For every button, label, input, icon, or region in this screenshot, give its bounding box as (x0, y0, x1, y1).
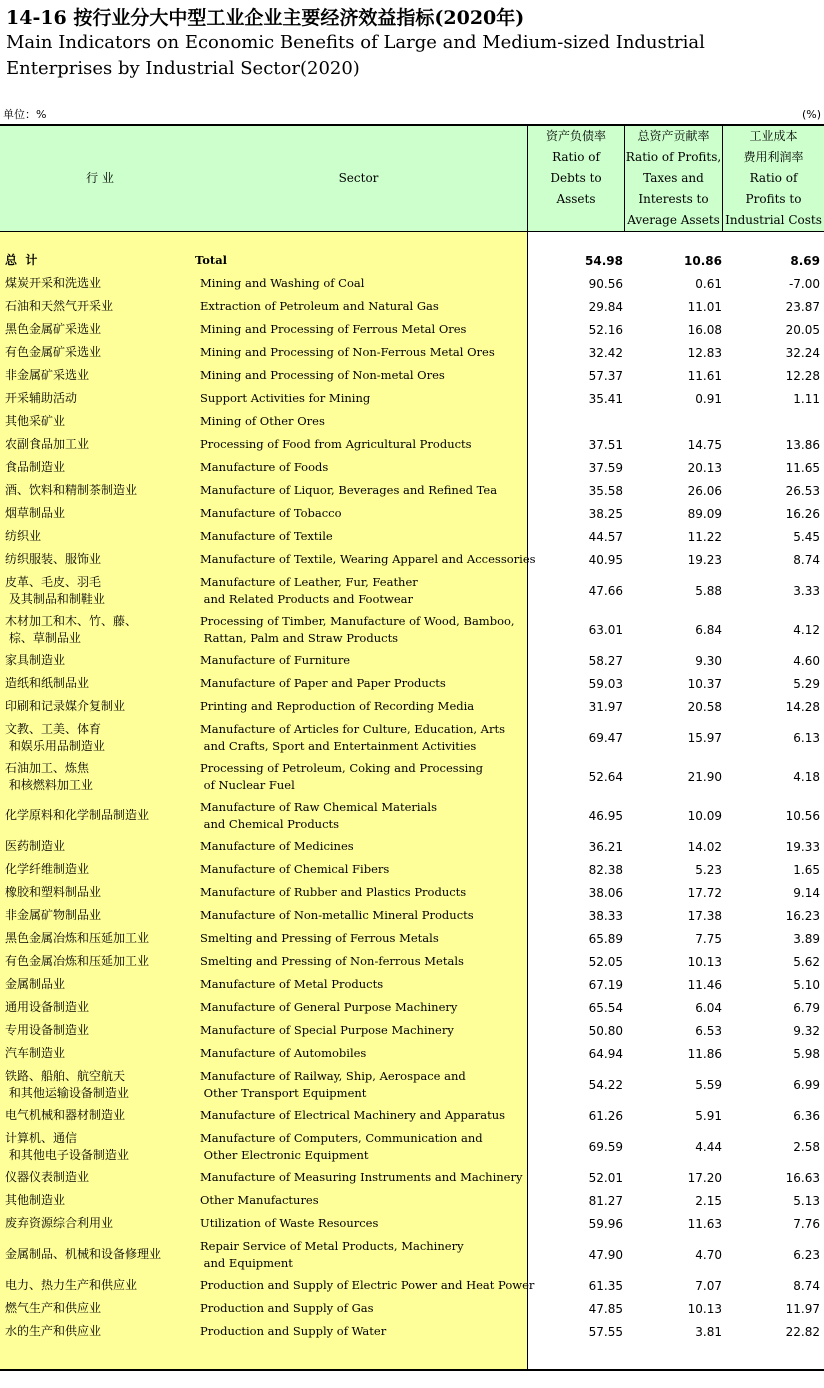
table-row (0, 1127, 824, 1166)
sector-en: Printing and Reproduction of Recording Media (200, 699, 475, 713)
value-debts-ratio: 57.37 (588, 368, 623, 383)
sector-cn: 水的生产和供应业 (5, 1324, 102, 1338)
value-debts-ratio: 90.56 (588, 276, 623, 291)
sector-cn: 电气机械和器材制造业 (5, 1108, 126, 1122)
header-col3-cn2: 费用利润率 (743, 150, 804, 164)
value-profits-assets: 12.83 (687, 345, 722, 360)
header-col3-cn: 工业成本 (749, 129, 798, 143)
header-col1-cn: 资产负债率 (545, 129, 606, 143)
value-debts-ratio: 61.35 (588, 1278, 623, 1293)
value-profits-assets: 11.22 (687, 529, 722, 544)
value-profits-costs: 9.14 (793, 885, 820, 900)
value-profits-costs: 5.13 (793, 1193, 820, 1208)
value-profits-assets: 9.30 (695, 653, 722, 668)
value-profits-assets: 17.72 (687, 885, 722, 900)
sector-cn: 纺织服装、服饰业 (5, 552, 102, 566)
value-profits-costs: 16.63 (785, 1170, 820, 1185)
value-debts-ratio: 69.47 (588, 730, 623, 745)
sector-cn: 仪器仪表制造业 (5, 1170, 90, 1184)
sector-en: Processing of Timber, Manufacture of Wood, Bamboo, Rattan, Palm and Straw Products (200, 613, 515, 645)
value-profits-costs: 11.97 (785, 1301, 820, 1316)
header-col1-en1: Ratio of (552, 150, 600, 164)
value-profits-assets: 4.44 (695, 1139, 722, 1154)
value-debts-ratio: 38.33 (588, 908, 623, 923)
value-debts-ratio: 52.64 (588, 769, 623, 784)
sector-cn: 橡胶和塑料制品业 (5, 885, 102, 899)
value-debts-ratio: 81.27 (588, 1193, 623, 1208)
value-profits-assets: 14.75 (687, 437, 722, 452)
table-row (0, 571, 824, 610)
value-debts-ratio: 47.90 (588, 1247, 623, 1262)
sector-en: Support Activities for Mining (200, 391, 371, 405)
value-profits-assets: 0.91 (695, 391, 722, 406)
value-profits-assets: 11.61 (687, 368, 722, 383)
table-row (0, 718, 824, 757)
table-row (0, 548, 824, 571)
value-debts-ratio: 35.41 (588, 391, 623, 406)
value-profits-assets: 3.81 (695, 1324, 722, 1339)
value-debts-ratio: 47.66 (588, 583, 623, 598)
value-debts-ratio: 63.01 (588, 622, 623, 637)
sector-en: Manufacture of Computers, Communication and Other Electronic Equipment (200, 1130, 483, 1162)
sector-en: Manufacture of Automobiles (200, 1046, 367, 1060)
table-row (0, 1320, 824, 1343)
value-profits-costs: 16.26 (785, 506, 820, 521)
value-debts-ratio: 35.58 (588, 483, 623, 498)
table-row (0, 1104, 824, 1127)
table-row (0, 1212, 824, 1235)
sector-cn: 非金属矿采选业 (5, 368, 90, 382)
header-divider (624, 126, 625, 231)
data-table (0, 124, 824, 1371)
value-profits-costs: 6.36 (793, 1108, 820, 1123)
header-col1-en2: Debts to (550, 171, 602, 185)
header-divider (527, 126, 528, 231)
sector-en: Mining and Processing of Ferrous Metal Ores (200, 322, 467, 336)
sector-cn: 家具制造业 (5, 653, 66, 667)
sector-en: Repair Service of Metal Products, Machinery and Equipment (200, 1238, 464, 1270)
value-profits-costs: 1.65 (793, 862, 820, 877)
sector-cn: 纺织业 (5, 529, 42, 543)
table-row (0, 272, 824, 295)
value-profits-assets: 10.86 (684, 253, 722, 268)
value-debts-ratio: 38.25 (588, 506, 623, 521)
header-col3-en3: Industrial Costs (725, 213, 822, 227)
header-col-profits-assets (625, 126, 722, 231)
header-col1-en3: Assets (556, 192, 596, 206)
sector-en: Manufacture of Electrical Machinery and Apparatus (200, 1108, 506, 1122)
header-col2-en2: Taxes and (643, 171, 704, 185)
table-row (0, 610, 824, 649)
value-debts-ratio: 50.80 (588, 1023, 623, 1038)
table-row (0, 318, 824, 341)
table-row (0, 1297, 824, 1320)
value-profits-assets: 20.13 (687, 460, 722, 475)
value-profits-costs: 9.32 (793, 1023, 820, 1038)
sector-cn: 电力、热力生产和供应业 (5, 1278, 138, 1292)
value-profits-costs: 22.82 (785, 1324, 820, 1339)
table-row (0, 835, 824, 858)
value-profits-costs: 1.11 (793, 391, 820, 406)
sector-en: Mining and Processing of Non-Ferrous Metal Ores (200, 345, 495, 359)
value-profits-costs: 4.18 (793, 769, 820, 784)
sector-en: Utilization of Waste Resources (200, 1216, 379, 1230)
value-debts-ratio: 29.84 (588, 299, 623, 314)
table-row (0, 525, 824, 548)
sector-cn: 木材加工和木、竹、藤、 棕、草制品业 (5, 613, 138, 645)
value-debts-ratio: 82.38 (588, 862, 623, 877)
value-profits-assets: 26.06 (687, 483, 722, 498)
sector-en: Production and Supply of Electric Power and Heat Power (200, 1278, 535, 1292)
value-debts-ratio: 52.05 (588, 954, 623, 969)
value-profits-assets: 14.02 (687, 839, 722, 854)
value-profits-assets: 21.90 (687, 769, 722, 784)
sector-en: Manufacture of Chemical Fibers (200, 862, 390, 876)
sector-en: Smelting and Pressing of Non-ferrous Metals (200, 954, 464, 968)
sector-en: Manufacture of Textile (200, 529, 333, 543)
value-debts-ratio: 47.85 (588, 1301, 623, 1316)
sector-cn: 总 计 (5, 253, 38, 267)
value-profits-assets (625, 410, 722, 433)
value-debts-ratio: 52.01 (588, 1170, 623, 1185)
sector-en: Manufacture of Metal Products (200, 977, 384, 991)
sector-cn: 黑色金属冶炼和压延加工业 (5, 931, 150, 945)
value-debts-ratio: 69.59 (588, 1139, 623, 1154)
value-debts-ratio: 58.27 (588, 653, 623, 668)
sector-cn: 食品制造业 (5, 460, 66, 474)
value-debts-ratio: 37.51 (588, 437, 623, 452)
sector-cn: 酒、饮料和精制茶制造业 (5, 483, 138, 497)
value-profits-costs: 14.28 (785, 699, 820, 714)
value-debts-ratio: 57.55 (588, 1324, 623, 1339)
sector-cn: 铁路、船舶、航空航天 和其他运输设备制造业 (5, 1068, 129, 1100)
value-debts-ratio: 64.94 (588, 1046, 623, 1061)
table-row (0, 757, 824, 796)
value-profits-assets: 6.53 (695, 1023, 722, 1038)
value-debts-ratio: 54.22 (588, 1077, 623, 1092)
sector-en: Mining of Other Ores (200, 414, 325, 428)
value-debts-ratio: 54.98 (585, 253, 623, 268)
unit-label: 单位：% (3, 108, 47, 121)
value-profits-assets: 5.23 (695, 862, 722, 877)
sector-cn: 废弃资源综合利用业 (5, 1216, 114, 1230)
value-profits-costs: 10.56 (785, 808, 820, 823)
header-col2-en4: Average Assets (627, 213, 720, 227)
value-profits-costs: 4.12 (793, 622, 820, 637)
table-row (0, 950, 824, 973)
table-row (0, 295, 824, 318)
value-profits-costs: 16.23 (785, 908, 820, 923)
table-row (0, 341, 824, 364)
sector-cn: 皮革、毛皮、羽毛 及其制品和制鞋业 (5, 574, 105, 606)
table-row (0, 1189, 824, 1212)
sector-cn: 汽车制造业 (5, 1046, 66, 1060)
value-profits-assets: 7.07 (695, 1278, 722, 1293)
table-row (0, 881, 824, 904)
value-profits-costs: 8.74 (793, 552, 820, 567)
value-profits-costs: 6.13 (793, 730, 820, 745)
value-debts-ratio: 40.95 (588, 552, 623, 567)
table-row (0, 1274, 824, 1297)
sector-en: Production and Supply of Gas (200, 1301, 374, 1315)
unit-row (3, 108, 821, 122)
table-row (0, 672, 824, 695)
table-row (0, 649, 824, 672)
value-profits-costs: 13.86 (785, 437, 820, 452)
table-row (0, 479, 824, 502)
value-debts-ratio: 32.42 (588, 345, 623, 360)
value-profits-assets: 11.01 (687, 299, 722, 314)
sector-cn: 开采辅助活动 (5, 391, 78, 405)
sector-cn: 燃气生产和供应业 (5, 1301, 102, 1315)
value-debts-ratio: 38.06 (588, 885, 623, 900)
sector-cn: 有色金属矿采选业 (5, 345, 102, 359)
sector-en: Manufacture of Non-metallic Mineral Products (200, 908, 474, 922)
sector-en: Mining and Washing of Coal (200, 276, 365, 290)
sector-cn: 非金属矿物制品业 (5, 908, 102, 922)
sector-cn: 通用设备制造业 (5, 1000, 90, 1014)
value-profits-assets: 11.63 (687, 1216, 722, 1231)
value-profits-costs: 12.28 (785, 368, 820, 383)
sector-en: Processing of Petroleum, Coking and Processing of Nuclear Fuel (200, 760, 484, 792)
value-debts-ratio: 59.03 (588, 676, 623, 691)
value-profits-costs: 6.99 (793, 1077, 820, 1092)
value-profits-assets: 19.23 (687, 552, 722, 567)
value-profits-assets: 17.20 (687, 1170, 722, 1185)
value-profits-costs: 23.87 (785, 299, 820, 314)
value-profits-costs: 3.33 (793, 583, 820, 598)
value-debts-ratio: 61.26 (588, 1108, 623, 1123)
sector-cn: 化学原料和化学制品制造业 (5, 808, 150, 822)
value-profits-assets: 15.97 (687, 730, 722, 745)
value-debts-ratio: 31.97 (588, 699, 623, 714)
table-row (0, 927, 824, 950)
sector-en: Manufacture of Special Purpose Machinery (200, 1023, 454, 1037)
value-profits-assets: 2.15 (695, 1193, 722, 1208)
value-profits-costs (723, 410, 820, 433)
sector-en: Manufacture of Liquor, Beverages and Refined Tea (200, 483, 498, 497)
value-profits-assets: 10.13 (687, 1301, 722, 1316)
sector-cn: 烟草制品业 (5, 506, 66, 520)
value-profits-assets: 6.84 (695, 622, 722, 637)
table-row-total (0, 249, 824, 272)
value-profits-costs: 7.76 (793, 1216, 820, 1231)
sector-cn: 其他制造业 (5, 1193, 66, 1207)
value-profits-assets: 4.70 (695, 1247, 722, 1262)
sector-cn: 化学纤维制造业 (5, 862, 90, 876)
value-debts-ratio: 36.21 (588, 839, 623, 854)
value-profits-costs: 6.23 (793, 1247, 820, 1262)
value-profits-costs: 5.98 (793, 1046, 820, 1061)
header-col-profits-costs (723, 126, 824, 231)
header-col2-cn: 总资产贡献率 (637, 129, 710, 143)
sector-cn: 黑色金属矿采选业 (5, 322, 102, 336)
header-sector-en: Sector (338, 171, 379, 185)
table-row (0, 1166, 824, 1189)
value-profits-costs: 32.24 (785, 345, 820, 360)
value-debts-ratio: 44.57 (588, 529, 623, 544)
value-profits-costs: 6.79 (793, 1000, 820, 1015)
value-profits-costs: 3.89 (793, 931, 820, 946)
sector-cn: 农副食品加工业 (5, 437, 90, 451)
value-profits-assets: 10.13 (687, 954, 722, 969)
header-col-debts-ratio (528, 126, 624, 231)
value-profits-costs: 5.62 (793, 954, 820, 969)
value-profits-costs: 5.10 (793, 977, 820, 992)
table-row (0, 904, 824, 927)
value-debts-ratio (528, 410, 623, 433)
table-row (0, 858, 824, 881)
table-row (0, 387, 824, 410)
value-profits-costs: 26.53 (785, 483, 820, 498)
sector-cn: 造纸和纸制品业 (5, 676, 90, 690)
sector-cn: 文教、工美、体育 和娱乐用品制造业 (5, 721, 105, 753)
table-header (0, 126, 824, 232)
sector-en: Manufacture of Railway, Ship, Aerospace and Other Transport Equipment (200, 1068, 466, 1100)
sector-en: Manufacture of Leather, Fur, Feather and Related Products and Footwear (200, 574, 418, 606)
sector-en: Mining and Processing of Non-metal Ores (200, 368, 445, 382)
value-profits-assets: 10.09 (687, 808, 722, 823)
table-title (6, 6, 818, 82)
table-row (0, 973, 824, 996)
value-profits-assets: 0.61 (695, 276, 722, 291)
sector-cn: 印刷和记录媒介复制业 (5, 699, 126, 713)
sector-cn: 计算机、通信 和其他电子设备制造业 (5, 1130, 129, 1162)
sector-en: Manufacture of Tobacco (200, 506, 342, 520)
sector-en: Manufacture of Medicines (200, 839, 354, 853)
sector-cn: 有色金属冶炼和压延加工业 (5, 954, 150, 968)
value-profits-costs: 4.60 (793, 653, 820, 668)
sector-cn: 其他采矿业 (5, 414, 66, 428)
value-debts-ratio: 59.96 (588, 1216, 623, 1231)
table-row (0, 1019, 824, 1042)
table-row (0, 1065, 824, 1104)
sector-cn: 专用设备制造业 (5, 1023, 90, 1037)
value-profits-costs: 19.33 (785, 839, 820, 854)
unit-percent: (%) (801, 108, 821, 121)
sector-en: Processing of Food from Agricultural Products (200, 437, 472, 451)
sector-en: Manufacture of Raw Chemical Materials and Chemical Products (200, 799, 437, 831)
table-row (0, 410, 824, 433)
title-english-line2: Enterprises by Industrial Sector(2020) (6, 58, 360, 79)
sector-en: Manufacture of Paper and Paper Products (200, 676, 446, 690)
header-col3-en2: Profits to (745, 192, 802, 206)
value-profits-assets: 16.08 (687, 322, 722, 337)
table-row (0, 433, 824, 456)
table-row (0, 996, 824, 1019)
value-profits-assets: 5.91 (695, 1108, 722, 1123)
table-body (0, 232, 824, 1369)
value-profits-costs: 20.05 (785, 322, 820, 337)
header-col3-en1: Ratio of (749, 171, 798, 185)
header-divider (722, 126, 723, 231)
header-sector-cn: 行 业 (86, 171, 114, 185)
value-profits-assets: 20.58 (687, 699, 722, 714)
value-profits-assets: 5.88 (695, 583, 722, 598)
sector-en: Manufacture of Furniture (200, 653, 351, 667)
value-profits-costs: 11.65 (785, 460, 820, 475)
table-row (0, 796, 824, 835)
sector-cn: 医药制造业 (5, 839, 66, 853)
table-row (0, 1235, 824, 1274)
header-col2-en3: Interests to (638, 192, 709, 206)
value-profits-costs: -7.00 (788, 276, 820, 291)
table-row (0, 364, 824, 387)
sector-en: Manufacture of Foods (200, 460, 329, 474)
header-col2-en1: Ratio of Profits, (625, 150, 722, 164)
table-row (0, 1042, 824, 1065)
sector-en: Total (195, 253, 228, 267)
sector-en: Other Manufactures (200, 1193, 319, 1207)
value-profits-costs: 2.58 (793, 1139, 820, 1154)
value-profits-assets: 10.37 (687, 676, 722, 691)
sector-en: Manufacture of Measuring Instruments and Machinery (200, 1170, 523, 1184)
value-profits-assets: 89.09 (687, 506, 722, 521)
table-row (0, 502, 824, 525)
sector-cn: 金属制品业 (5, 977, 66, 991)
table-row (0, 695, 824, 718)
sector-cn: 石油和天然气开采业 (5, 299, 114, 313)
sector-en: Manufacture of Rubber and Plastics Products (200, 885, 467, 899)
value-profits-assets: 6.04 (695, 1000, 722, 1015)
value-profits-assets: 11.46 (687, 977, 722, 992)
sector-cn: 石油加工、炼焦 和核燃料加工业 (5, 760, 93, 792)
sector-en: Production and Supply of Water (200, 1324, 387, 1338)
value-profits-costs: 8.74 (793, 1278, 820, 1293)
value-profits-costs: 5.45 (793, 529, 820, 544)
sector-en: Smelting and Pressing of Ferrous Metals (200, 931, 439, 945)
sector-cn: 煤炭开采和洗选业 (5, 276, 102, 290)
value-debts-ratio: 37.59 (588, 460, 623, 475)
sector-en: Manufacture of Articles for Culture, Education, Arts and Crafts, Sport and Entertainment Activities (200, 721, 505, 753)
value-debts-ratio: 65.54 (588, 1000, 623, 1015)
value-debts-ratio: 67.19 (588, 977, 623, 992)
value-debts-ratio: 52.16 (588, 322, 623, 337)
value-profits-assets: 11.86 (687, 1046, 722, 1061)
sector-en: Manufacture of General Purpose Machinery (200, 1000, 458, 1014)
table-row (0, 456, 824, 479)
value-debts-ratio: 65.89 (588, 931, 623, 946)
value-profits-assets: 5.59 (695, 1077, 722, 1092)
value-profits-costs: 8.69 (790, 253, 820, 268)
value-profits-costs: 5.29 (793, 676, 820, 691)
value-profits-assets: 17.38 (687, 908, 722, 923)
value-profits-assets: 7.75 (695, 931, 722, 946)
title-english-line1: Main Indicators on Economic Benefits of Large and Medium-sized Industrial (6, 32, 705, 53)
sector-en: Extraction of Petroleum and Natural Gas (200, 299, 439, 313)
sector-en: Manufacture of Textile, Wearing Apparel and Accessories (200, 552, 536, 566)
sector-cn: 金属制品、机械和设备修理业 (5, 1247, 162, 1261)
value-debts-ratio: 46.95 (588, 808, 623, 823)
title-chinese: 14-16 按行业分大中型工业企业主要经济效益指标(2020年) (6, 7, 525, 29)
